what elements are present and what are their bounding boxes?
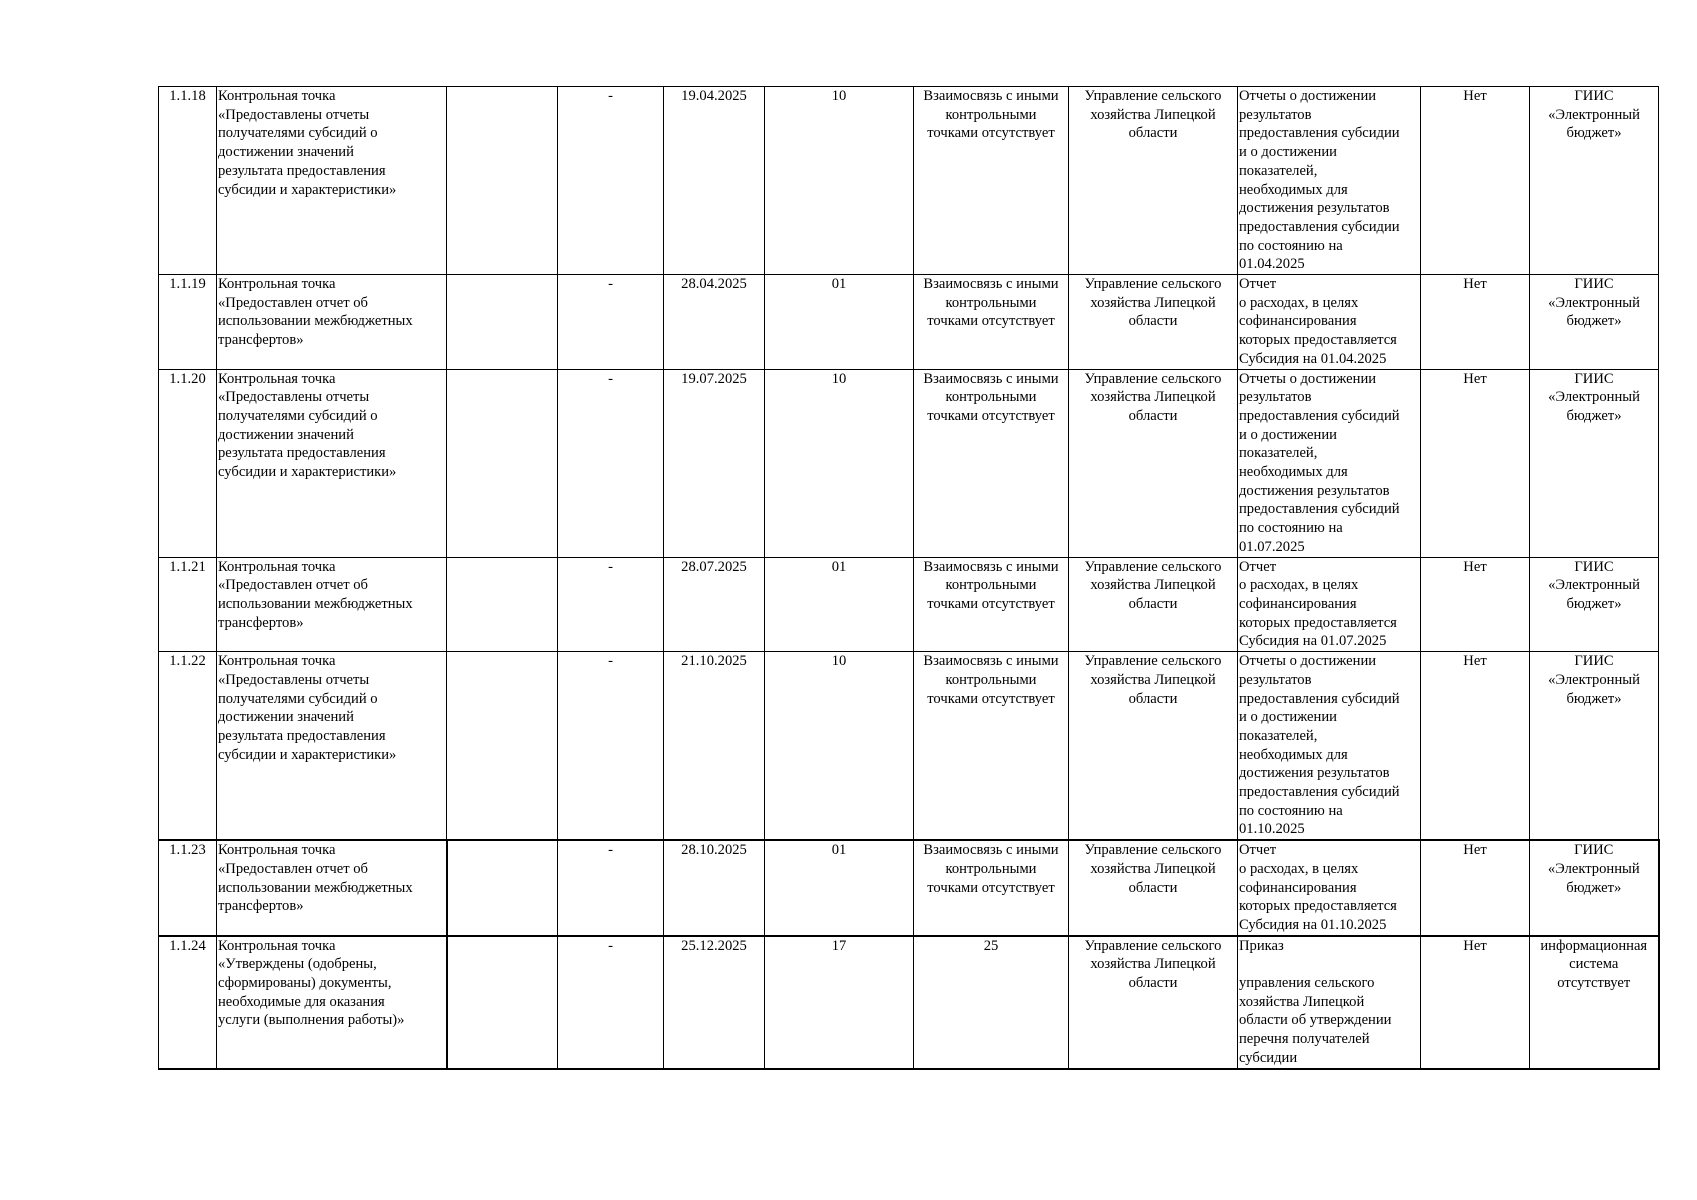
control-point-name: Контрольная точка «Утверждены (одобрены, сформированы) документы, необходимые для оказания услуги (выполнения работы)» <box>217 936 447 1069</box>
relation-cell: Взаимосвязь с иными контрольными точками отсутствует <box>914 369 1069 557</box>
empty-cell <box>447 840 558 936</box>
document-cell: Приказ управления сельского хозяйства Липецкой области об утверждении перечня получателей субсидии <box>1238 936 1421 1069</box>
empty-cell <box>447 557 558 652</box>
responsible-cell: Управление сельского хозяйства Липецкой области <box>1069 369 1238 557</box>
empty-cell <box>447 652 558 841</box>
deadline-date: 28.10.2025 <box>664 840 765 936</box>
table-row <box>159 557 1659 652</box>
document-cell: Отчет о расходах, в целях софинансирования которых предоставляется Субсидия на 01.10.2025 <box>1238 840 1421 936</box>
flag-cell: Нет <box>1421 275 1530 370</box>
table-row <box>159 275 1659 370</box>
control-point-name: Контрольная точка «Предоставлены отчеты получателями субсидий о достижении значений результата предоставления субсидии и характеристики» <box>217 369 447 557</box>
empty-cell <box>447 87 558 275</box>
relation-cell: 25 <box>914 936 1069 1069</box>
flag-cell: Нет <box>1421 557 1530 652</box>
dash-cell: - <box>558 275 664 370</box>
document-cell: Отчеты о достижении результатов предоставления субсидий и о достижении показателей, необходимых для достижения результатов предоставления субсидий по состоянию на 01.07.2025 <box>1238 369 1421 557</box>
responsible-cell: Управление сельского хозяйства Липецкой области <box>1069 936 1238 1069</box>
table-row <box>159 369 1659 557</box>
empty-cell <box>447 936 558 1069</box>
deadline-date: 19.07.2025 <box>664 369 765 557</box>
row-number: 1.1.20 <box>159 369 217 557</box>
row-number: 1.1.24 <box>159 936 217 1069</box>
table-row <box>159 936 1659 1069</box>
system-cell: информационная система отсутствует <box>1530 936 1659 1069</box>
document-cell: Отчеты о достижении результатов предоставления субсидий и о достижении показателей, необходимых для достижения результатов предоставления субсидий по состоянию на 01.10.2025 <box>1238 652 1421 841</box>
deadline-date: 28.04.2025 <box>664 275 765 370</box>
type-code: 01 <box>765 840 914 936</box>
system-cell: ГИИС «Электронный бюджет» <box>1530 557 1659 652</box>
type-code: 17 <box>765 936 914 1069</box>
row-number: 1.1.18 <box>159 87 217 275</box>
control-point-name: Контрольная точка «Предоставлен отчет об использовании межбюджетных трансфертов» <box>217 840 447 936</box>
flag-cell: Нет <box>1421 652 1530 841</box>
type-code: 01 <box>765 275 914 370</box>
row-number: 1.1.23 <box>159 840 217 936</box>
deadline-date: 19.04.2025 <box>664 87 765 275</box>
relation-cell: Взаимосвязь с иными контрольными точками отсутствует <box>914 275 1069 370</box>
dash-cell: - <box>558 369 664 557</box>
relation-cell: Взаимосвязь с иными контрольными точками отсутствует <box>914 557 1069 652</box>
responsible-cell: Управление сельского хозяйства Липецкой области <box>1069 840 1238 936</box>
document-cell: Отчеты о достижении результатов предоставления субсидии и о достижении показателей, необходимых для достижения результатов предоставления субсидии по состоянию на 01.04.2025 <box>1238 87 1421 275</box>
type-code: 10 <box>765 369 914 557</box>
flag-cell: Нет <box>1421 936 1530 1069</box>
table-row <box>159 652 1659 841</box>
document-cell: Отчет о расходах, в целях софинансирования которых предоставляется Субсидия на 01.04.2025 <box>1238 275 1421 370</box>
document-page <box>158 86 1660 1070</box>
system-cell: ГИИС «Электронный бюджет» <box>1530 840 1659 936</box>
table-row <box>159 840 1659 936</box>
system-cell: ГИИС «Электронный бюджет» <box>1530 652 1659 841</box>
control-point-name: Контрольная точка «Предоставлены отчеты получателями субсидий о достижении значений результата предоставления субсидии и характеристики» <box>217 87 447 275</box>
deadline-date: 21.10.2025 <box>664 652 765 841</box>
dash-cell: - <box>558 936 664 1069</box>
responsible-cell: Управление сельского хозяйства Липецкой области <box>1069 275 1238 370</box>
responsible-cell: Управление сельского хозяйства Липецкой области <box>1069 557 1238 652</box>
system-cell: ГИИС «Электронный бюджет» <box>1530 275 1659 370</box>
relation-cell: Взаимосвязь с иными контрольными точками отсутствует <box>914 840 1069 936</box>
dash-cell: - <box>558 840 664 936</box>
type-code: 10 <box>765 87 914 275</box>
responsible-cell: Управление сельского хозяйства Липецкой области <box>1069 652 1238 841</box>
deadline-date: 25.12.2025 <box>664 936 765 1069</box>
document-cell: Отчет о расходах, в целях софинансирования которых предоставляется Субсидия на 01.07.2025 <box>1238 557 1421 652</box>
flag-cell: Нет <box>1421 840 1530 936</box>
type-code: 01 <box>765 557 914 652</box>
type-code: 10 <box>765 652 914 841</box>
relation-cell: Взаимосвязь с иными контрольными точками отсутствует <box>914 652 1069 841</box>
dash-cell: - <box>558 87 664 275</box>
deadline-date: 28.07.2025 <box>664 557 765 652</box>
empty-cell <box>447 275 558 370</box>
control-point-name: Контрольная точка «Предоставлен отчет об использовании межбюджетных трансфертов» <box>217 275 447 370</box>
table-row <box>159 87 1659 275</box>
control-point-name: Контрольная точка «Предоставлен отчет об использовании межбюджетных трансфертов» <box>217 557 447 652</box>
row-number: 1.1.19 <box>159 275 217 370</box>
dash-cell: - <box>558 557 664 652</box>
flag-cell: Нет <box>1421 369 1530 557</box>
flag-cell: Нет <box>1421 87 1530 275</box>
row-number: 1.1.22 <box>159 652 217 841</box>
dash-cell: - <box>558 652 664 841</box>
responsible-cell: Управление сельского хозяйства Липецкой области <box>1069 87 1238 275</box>
empty-cell <box>447 369 558 557</box>
row-number: 1.1.21 <box>159 557 217 652</box>
control-point-name: Контрольная точка «Предоставлены отчеты получателями субсидий о достижении значений результата предоставления субсидии и характеристики» <box>217 652 447 841</box>
system-cell: ГИИС «Электронный бюджет» <box>1530 87 1659 275</box>
control-points-table <box>158 86 1660 1070</box>
relation-cell: Взаимосвязь с иными контрольными точками отсутствует <box>914 87 1069 275</box>
system-cell: ГИИС «Электронный бюджет» <box>1530 369 1659 557</box>
table-body <box>159 87 1659 1069</box>
